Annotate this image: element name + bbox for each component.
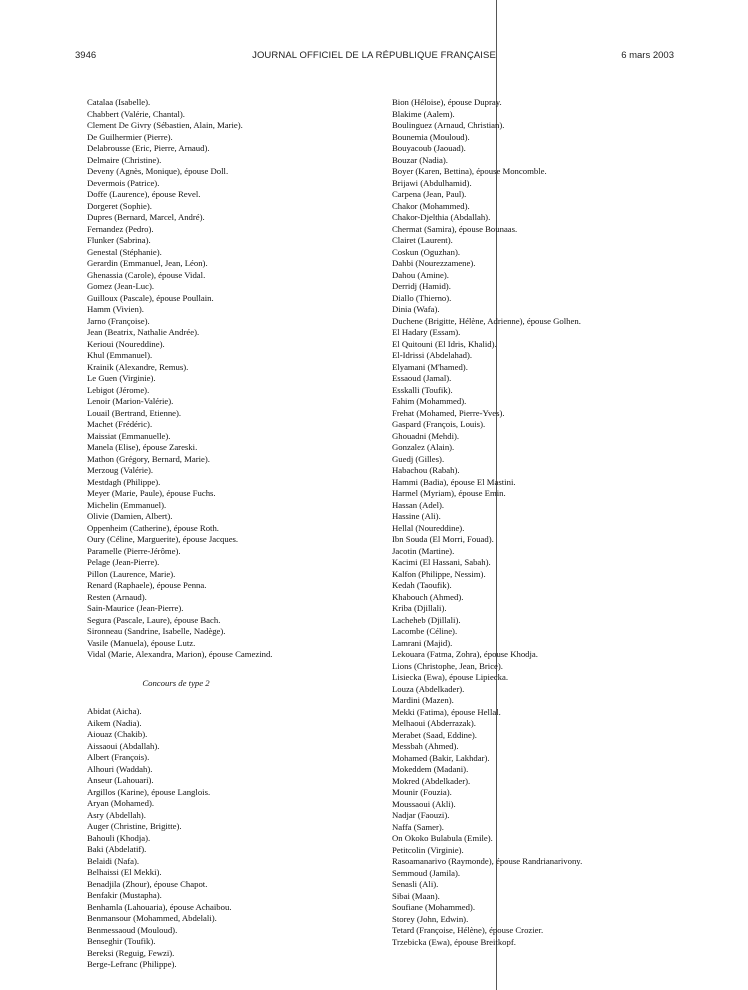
list-item: Derridj (Hamid). <box>392 281 451 291</box>
list-item: Kriba (Djillali). <box>392 603 447 613</box>
list-item: Renard (Raphaele), épouse Penna. <box>87 580 207 590</box>
list-item: Paramelle (Pierre-Jérôme). <box>87 545 181 556</box>
list-item: Bouyacoub (Jaouad). <box>392 143 466 153</box>
list-item: Bahouli (Khodja). <box>87 832 151 843</box>
list-item: Naffa (Samer). <box>392 821 444 832</box>
list-item: Carpena (Jean, Paul). <box>392 189 467 199</box>
list-item: Maissiat (Emmanuelle). <box>87 430 171 441</box>
journal-title: JOURNAL OFFICIEL DE LA RÉPUBLIQUE FRANÇAISE <box>252 50 496 61</box>
list-item: Auger (Christine, Brigitte). <box>87 821 182 831</box>
list-item: Clement De Givry (Sébastien, Alain, Marie). <box>87 120 243 130</box>
list-item: Aryan (Mohamed). <box>87 798 155 808</box>
list-item: Argillos (Karine), épouse Langlois. <box>87 786 211 797</box>
list-item: Guedj (Gilles). <box>392 453 445 464</box>
page-number: 3946 <box>75 50 97 61</box>
list-item: Oppenheim (Catherine), épouse Roth. <box>87 522 219 533</box>
list-item: Le Guen (Virginie). <box>87 373 156 383</box>
list-item: Bounemia (Mouloud). <box>392 131 470 142</box>
list-item: Essaoud (Jamal). <box>392 373 452 383</box>
list-item: Rasoamanarivo (Raymonde), épouse Randrianarivony. <box>392 856 583 866</box>
list-item: El-Idrissi (Abdelahad). <box>392 350 473 360</box>
list-item: Brijawi (Abdulhamid). <box>392 177 472 188</box>
list-item: Mokeddem (Madani). <box>392 764 469 774</box>
list-item: Benmessaoud (Mouloud). <box>87 924 178 935</box>
list-item: Jean (Beatrix, Nathalie Andrée). <box>87 327 200 337</box>
list-item: Berge-Lefranc (Philippe). <box>87 959 177 969</box>
list-item: Lions (Christophe, Jean, Brice). <box>392 660 503 671</box>
list-item: Gonzalez (Alain). <box>392 442 455 452</box>
list-item: Manela (Elise), épouse Zareski. <box>87 442 198 452</box>
list-item: Blakime (Aalem). <box>392 108 455 119</box>
list-item: Semmoud (Jamila). <box>392 867 461 878</box>
list-item: Meyer (Marie, Paule), épouse Fuchs. <box>87 488 216 498</box>
list-item: Vidal (Marie, Alexandra, Marion), épouse Camezind. <box>87 649 273 659</box>
right-column <box>392 97 682 948</box>
list-item: Kalfon (Philippe, Nessim). <box>392 568 486 579</box>
list-item: Khabouch (Ahmed). <box>392 591 464 602</box>
list-item: Sironneau (Sandrine, Isabelle, Nadège). <box>87 626 226 636</box>
list-item: Belhaissi (El Mekki). <box>87 867 162 877</box>
list-item: Jarno (Françoise). <box>87 315 150 326</box>
list-item: Deveny (Agnès, Monique), épouse Doll. <box>87 166 229 176</box>
list-item: Bouzar (Nadia). <box>392 154 448 165</box>
list-item: Albert (François). <box>87 752 150 762</box>
list-item: Dahbi (Nourezzamene). <box>392 258 476 268</box>
name-list-part2 <box>87 706 347 971</box>
list-item: Harmel (Myriam), épouse Emin. <box>392 488 506 498</box>
list-item: Kerioui (Noureddine). <box>87 338 165 349</box>
list-item: Devermois (Patrice). <box>87 177 160 188</box>
list-item: Tetard (Françoise, Hélène), épouse Crozier. <box>392 925 544 935</box>
list-item: Mathon (Grégory, Bernard, Marie). <box>87 453 210 464</box>
list-item: Ghouadni (Mehdi). <box>392 430 460 441</box>
list-item: Dorgeret (Sophie). <box>87 200 152 211</box>
list-item: Catalaa (Isabelle). <box>87 97 151 107</box>
name-list-part1 <box>87 97 347 661</box>
publication-date: 6 mars 2003 <box>621 50 674 61</box>
list-item: Gomez (Jean-Luc). <box>87 281 155 291</box>
list-item: Benseghir (Toufik). <box>87 936 156 946</box>
list-item: Dupres (Bernard, Marcel, André). <box>87 212 205 222</box>
list-item: Lekouara (Fatma, Zohra), épouse Khodja. <box>392 649 538 659</box>
list-item: El Hadary (Essam). <box>392 327 461 337</box>
list-item: Bereksi (Reguig, Fewzi). <box>87 947 175 958</box>
list-item: Mestdagh (Philippe). <box>87 476 161 487</box>
list-item: Hamm (Vivien). <box>87 304 144 314</box>
list-item: Delmaire (Christine). <box>87 154 162 165</box>
list-item: Lenoir (Marion-Valérie). <box>87 396 174 406</box>
list-item: El Quitouni (El Idris, Khalid). <box>392 338 497 349</box>
list-item: Lebigot (Jérome). <box>87 384 150 395</box>
list-item: Doffe (Laurence), épouse Revel. <box>87 189 201 199</box>
list-item: Mardini (Mazen). <box>392 695 454 705</box>
list-item: Bion (Héloise), épouse Dupray. <box>392 97 502 107</box>
list-item: Coskun (Oguzhan). <box>392 246 461 257</box>
list-item: Petitcolin (Virginie). <box>392 844 464 855</box>
list-item: On Okoko Bulabula (Emile). <box>392 833 493 843</box>
list-item: Kedah (Taoufik). <box>392 580 452 590</box>
list-item: Alhouri (Waddah). <box>87 763 153 774</box>
list-item: Mekki (Fatima), épouse Hellal. <box>392 706 501 717</box>
list-item: Segura (Pascale, Laure), épouse Bach. <box>87 614 221 625</box>
list-item: Flunker (Sabrina). <box>87 235 151 245</box>
list-item: Habachou (Rabah). <box>392 465 460 475</box>
list-item: Abidat (Aicha). <box>87 706 142 716</box>
list-item: Benadjila (Zhour), épouse Chapot. <box>87 878 208 889</box>
list-item: Boulinguez (Arnaud, Christian). <box>392 120 505 130</box>
list-item: Aikem (Nadia). <box>87 717 142 728</box>
list-item: Kacimi (El Hassani, Sabah). <box>392 557 491 567</box>
list-item: Pelage (Jean-Pierre). <box>87 557 160 567</box>
list-item: Diallo (Thierno). <box>392 292 452 303</box>
list-item: Aiouaz (Chakib). <box>87 729 148 739</box>
list-item: Lacombe (Céline). <box>392 626 458 636</box>
list-item: Mounir (Fouzia). <box>392 787 452 797</box>
list-item: Chakor (Mohammed). <box>392 200 470 211</box>
list-item: Olivie (Damien, Albert). <box>87 511 173 521</box>
list-item: Ghenassia (Carole), épouse Vidal. <box>87 269 206 280</box>
list-item: Gaspard (François, Louis). <box>392 419 486 429</box>
left-column <box>87 97 347 971</box>
list-item: Sain-Maurice (Jean-Pierre). <box>87 603 184 613</box>
list-item: Louail (Bertrand, Etienne). <box>87 407 182 418</box>
list-item: Mohamed (Bakir, Lakhdar). <box>392 752 490 763</box>
list-item: Chabbert (Valérie, Chantal). <box>87 108 185 119</box>
list-item: Boyer (Karen, Bettina), épouse Moncomble. <box>392 166 547 176</box>
list-item: Lacheheb (Djillali). <box>392 614 461 625</box>
list-item: Moussaoui (Akli). <box>392 798 456 809</box>
list-item: Benfakir (Mustapha). <box>87 890 162 900</box>
list-item: Chakor-Djelthia (Abdallah). <box>392 212 491 222</box>
list-item: Pillon (Laurence, Marie). <box>87 568 176 579</box>
list-item: Delabrousse (Eric, Pierre, Arnaud). <box>87 143 210 153</box>
list-item: Dinia (Wafa). <box>392 304 440 314</box>
list-item: Soufiane (Mohammed). <box>392 902 475 912</box>
list-item: De Guilhermier (Pierre). <box>87 131 173 142</box>
list-item: Clairet (Laurent). <box>392 235 453 245</box>
list-item: Jacotin (Martine). <box>392 545 455 556</box>
section-title: Concours de type 2 <box>142 677 210 688</box>
list-item: Frehat (Mohamed, Pierre-Yves). <box>392 407 505 418</box>
list-item: Guilloux (Pascale), épouse Poullain. <box>87 292 214 303</box>
list-item: Fernandez (Pedro). <box>87 223 154 234</box>
list-item: Belaidi (Nafa). <box>87 855 140 866</box>
list-item: Dahou (Amine). <box>392 269 449 280</box>
list-item: Anseur (Lahouari). <box>87 775 154 785</box>
list-item: Hammi (Badia), épouse El Mastini. <box>392 476 516 487</box>
list-item: Melhaoui (Abderrazak). <box>392 718 476 728</box>
list-item: Louza (Abdelkader). <box>392 683 465 694</box>
list-item: Resten (Arnaud). <box>87 591 147 602</box>
name-list-right <box>392 97 682 948</box>
list-item: Messbah (Ahmed). <box>392 741 459 751</box>
list-item: Khul (Emmanuel). <box>87 350 153 360</box>
list-item: Sibai (Maan). <box>392 890 440 901</box>
list-item: Hassine (Ali). <box>392 511 441 521</box>
list-item: Chermat (Samira), épouse Bounaas. <box>392 223 518 234</box>
list-item: Senasli (Ali). <box>392 879 439 889</box>
list-item: Michelin (Emmanuel). <box>87 499 167 510</box>
list-item: Gerardin (Emmanuel, Jean, Léon). <box>87 258 208 268</box>
list-item: Hassan (Adel). <box>392 499 445 510</box>
list-item: Mokred (Abdelkader). <box>392 775 471 786</box>
list-item: Benmansour (Mohammed, Abdelali). <box>87 913 217 923</box>
list-item: Nadjar (Faouzi). <box>392 810 450 820</box>
list-item: Hellal (Noureddine). <box>392 522 465 533</box>
list-item: Trzebicka (Ewa), épouse Breitkopf. <box>392 936 516 947</box>
list-item: Genestal (Stéphanie). <box>87 246 162 257</box>
list-item: Merabet (Saad, Eddine). <box>392 729 477 740</box>
list-item: Lamrani (Majid). <box>392 637 453 648</box>
list-item: Esskalli (Toufik). <box>392 384 453 395</box>
list-item: Ibn Souda (El Morri, Fouad). <box>392 534 494 544</box>
list-item: Aissaoui (Abdallah). <box>87 740 160 751</box>
list-item: Elyamani (M'hamed). <box>392 361 468 372</box>
list-item: Oury (Céline, Marguerite), épouse Jacques. <box>87 534 239 544</box>
list-item: Storey (John, Edwin). <box>392 913 469 924</box>
list-item: Benhamla (Lahouaria), épouse Achaibou. <box>87 901 232 912</box>
list-item: Krainik (Alexandre, Remus). <box>87 361 189 372</box>
list-item: Duchene (Brigitte, Hélène, Adrienne), épouse Golhen. <box>392 315 581 326</box>
list-item: Lisiecka (Ewa), épouse Lipiecka. <box>392 672 509 682</box>
list-item: Baki (Abdelatif). <box>87 844 147 854</box>
list-item: Fahim (Mohammed). <box>392 396 467 406</box>
list-item: Asry (Abdellah). <box>87 809 146 820</box>
list-item: Machet (Frédéric). <box>87 419 153 429</box>
list-item: Vasile (Manuela), épouse Lutz. <box>87 637 196 648</box>
list-item: Merzoug (Valérie). <box>87 465 154 475</box>
